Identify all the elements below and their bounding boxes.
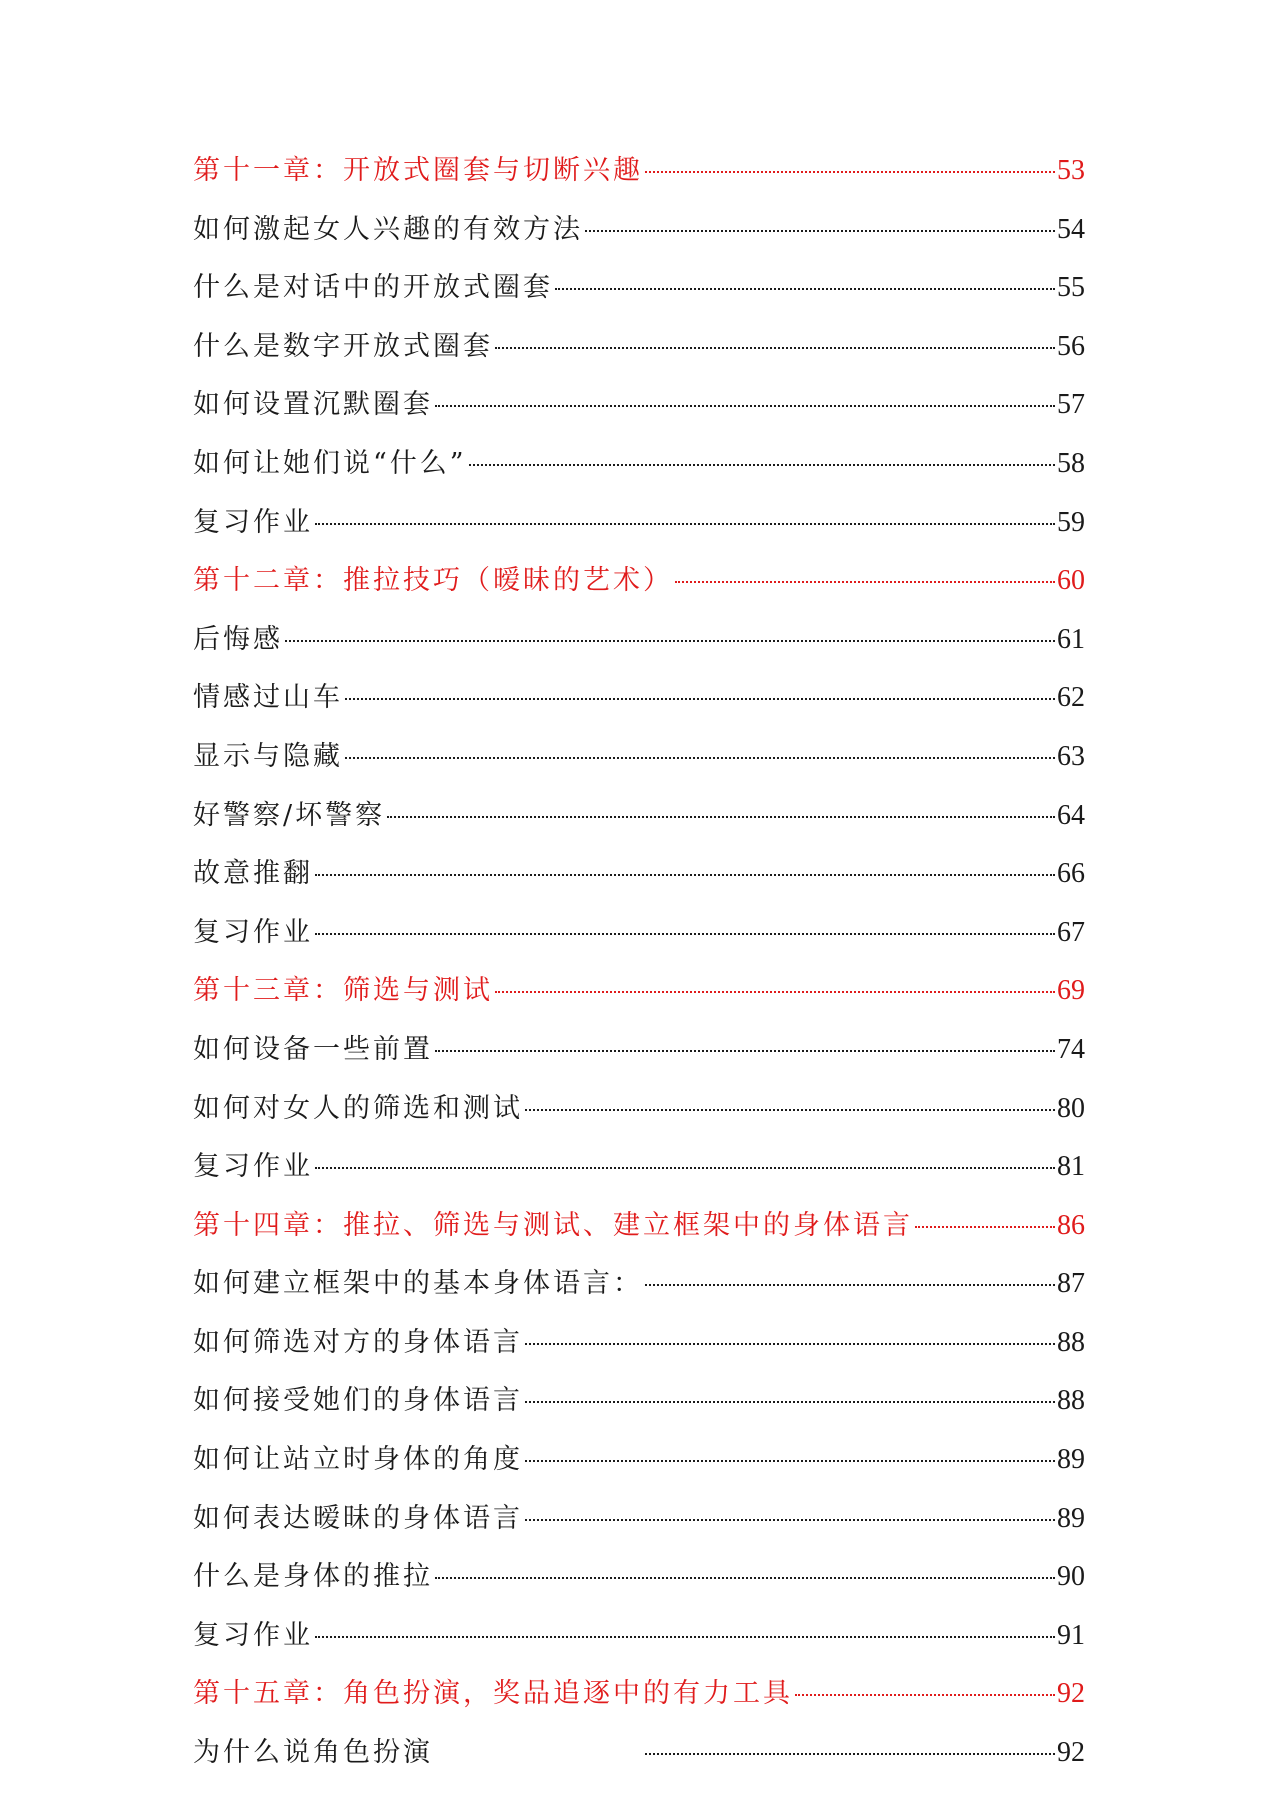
- dot-leader: [525, 1343, 1055, 1345]
- dot-leader: [525, 1519, 1055, 1521]
- toc-entry-row[interactable]: [193, 1613, 1085, 1672]
- page-number: 81: [1057, 1151, 1085, 1183]
- dot-leader: [315, 523, 1055, 525]
- dot-leader: [585, 230, 1055, 232]
- dot-leader: [469, 464, 1055, 466]
- entry-title: 好警察/坏警察: [193, 799, 386, 831]
- dot-leader: [315, 1636, 1055, 1638]
- dot-leader: [645, 1284, 1055, 1286]
- entry-title: 如何表达暧昧的身体语言: [193, 1502, 523, 1534]
- toc-entry-row[interactable]: [193, 500, 1085, 559]
- entry-title: 情感过山车: [193, 682, 343, 714]
- page-number: 60: [1057, 565, 1085, 597]
- toc-entry-row[interactable]: [193, 1027, 1085, 1086]
- toc-entry-row[interactable]: [193, 324, 1085, 383]
- entry-title: 如何筛选对方的身体语言: [193, 1326, 523, 1358]
- entry-title: 为什么说角色扮演: [193, 1737, 433, 1769]
- dot-leader: [345, 698, 1055, 700]
- toc-chapter-row[interactable]: [193, 1203, 1085, 1262]
- page-number: 61: [1057, 623, 1085, 655]
- toc-entry-row[interactable]: [193, 382, 1085, 441]
- entry-title: 复习作业: [193, 506, 313, 538]
- dot-leader: [435, 1577, 1055, 1579]
- dot-leader: [675, 581, 1055, 583]
- dot-leader: [645, 171, 1055, 173]
- toc-entry-row[interactable]: [193, 1730, 1085, 1789]
- toc-entry-row[interactable]: [193, 1320, 1085, 1379]
- toc-entry-row[interactable]: [193, 207, 1085, 266]
- page-number: 58: [1057, 447, 1085, 479]
- page-number: 56: [1057, 330, 1085, 362]
- page-number: 80: [1057, 1092, 1085, 1124]
- dot-leader: [435, 1050, 1055, 1052]
- toc-entry-row[interactable]: [193, 1261, 1085, 1320]
- dot-leader: [315, 933, 1055, 935]
- page-number: 63: [1057, 740, 1085, 772]
- toc-entry-row[interactable]: [193, 1378, 1085, 1437]
- page-number: 54: [1057, 213, 1085, 245]
- entry-title: 显示与隐藏: [193, 740, 343, 772]
- toc-chapter-row[interactable]: [193, 968, 1085, 1027]
- toc-chapter-row[interactable]: [193, 1671, 1085, 1730]
- page-number: 59: [1057, 506, 1085, 538]
- page-number: 88: [1057, 1385, 1085, 1417]
- entry-title: 如何设备一些前置: [193, 1033, 433, 1065]
- page-number: 91: [1057, 1619, 1085, 1651]
- page-number: 69: [1057, 975, 1085, 1007]
- dot-leader: [555, 288, 1055, 290]
- entry-title: 什么是对话中的开放式圈套: [193, 272, 553, 304]
- entry-title: 如何建立框架中的基本身体语言：: [193, 1268, 643, 1300]
- page-number: 89: [1057, 1502, 1085, 1534]
- page-number: 66: [1057, 858, 1085, 890]
- entry-title: 如何激起女人兴趣的有效方法: [193, 213, 583, 245]
- toc-entry-row[interactable]: [193, 1437, 1085, 1496]
- toc-entry-row[interactable]: [193, 734, 1085, 793]
- page-number: 92: [1057, 1737, 1085, 1769]
- page-number: 55: [1057, 272, 1085, 304]
- dot-leader: [285, 640, 1055, 642]
- entry-title: 如何让站立时身体的角度: [193, 1444, 523, 1476]
- page-number: 89: [1057, 1444, 1085, 1476]
- dot-leader: [525, 1460, 1055, 1462]
- page-number: 57: [1057, 389, 1085, 421]
- toc-entry-row[interactable]: [193, 441, 1085, 500]
- page-number: 87: [1057, 1268, 1085, 1300]
- toc-entry-row[interactable]: [193, 1144, 1085, 1203]
- entry-title: 如何对女人的筛选和测试: [193, 1092, 523, 1124]
- page-number: 64: [1057, 799, 1085, 831]
- entry-title: 如何接受她们的身体语言: [193, 1385, 523, 1417]
- dot-leader: [315, 874, 1055, 876]
- chapter-title: 第十三章：筛选与测试: [193, 975, 493, 1007]
- dot-leader: [435, 405, 1055, 407]
- dot-leader: [315, 1167, 1055, 1169]
- page-number: 62: [1057, 682, 1085, 714]
- chapter-title: 第十一章：开放式圈套与切断兴趣: [193, 155, 643, 186]
- dot-leader: [387, 816, 1055, 818]
- entry-title: 复习作业: [193, 1619, 313, 1651]
- toc-entry-row[interactable]: [193, 851, 1085, 910]
- page-number: 74: [1057, 1033, 1085, 1065]
- toc-chapter-row[interactable]: [193, 558, 1085, 617]
- dot-leader: [495, 347, 1055, 349]
- entry-title: 复习作业: [193, 916, 313, 948]
- toc-entry-row[interactable]: [193, 617, 1085, 676]
- page-number: 88: [1057, 1326, 1085, 1358]
- dot-leader: [495, 991, 1055, 993]
- dot-leader: [525, 1401, 1055, 1403]
- entry-title: 什么是数字开放式圈套: [193, 330, 493, 362]
- toc-entry-row[interactable]: [193, 910, 1085, 969]
- entry-title: 故意推翻: [193, 858, 313, 890]
- table-of-contents: [193, 148, 1085, 1789]
- page-number: 67: [1057, 916, 1085, 948]
- entry-title: 后悔感: [193, 623, 283, 655]
- page-number: 86: [1057, 1209, 1085, 1241]
- toc-chapter-row[interactable]: [193, 148, 1085, 207]
- dot-leader: [345, 757, 1055, 759]
- page-number: 92: [1057, 1678, 1085, 1710]
- entry-title: 复习作业: [193, 1151, 313, 1183]
- page-number: 90: [1057, 1561, 1085, 1593]
- entry-title: 如何设置沉默圈套: [193, 389, 433, 421]
- dot-leader: [795, 1694, 1055, 1696]
- chapter-title: 第十四章：推拉、筛选与测试、建立框架中的身体语言: [193, 1209, 913, 1241]
- page-number: 53: [1057, 155, 1085, 186]
- toc-entry-row[interactable]: [193, 1086, 1085, 1145]
- dot-leader: [645, 1753, 1055, 1755]
- dot-leader: [915, 1226, 1055, 1228]
- toc-entry-row[interactable]: [193, 675, 1085, 734]
- toc-entry-row[interactable]: [193, 1496, 1085, 1555]
- chapter-title: 第十二章：推拉技巧（暧昧的艺术）: [193, 565, 673, 597]
- toc-entry-row[interactable]: [193, 793, 1085, 852]
- entry-title: 如何让她们说“什么”: [193, 447, 467, 479]
- toc-entry-row[interactable]: [193, 265, 1085, 324]
- dot-leader: [525, 1109, 1055, 1111]
- chapter-title: 第十五章：角色扮演，奖品追逐中的有力工具: [193, 1678, 793, 1710]
- toc-entry-row[interactable]: [193, 1554, 1085, 1613]
- entry-title: 什么是身体的推拉: [193, 1561, 433, 1593]
